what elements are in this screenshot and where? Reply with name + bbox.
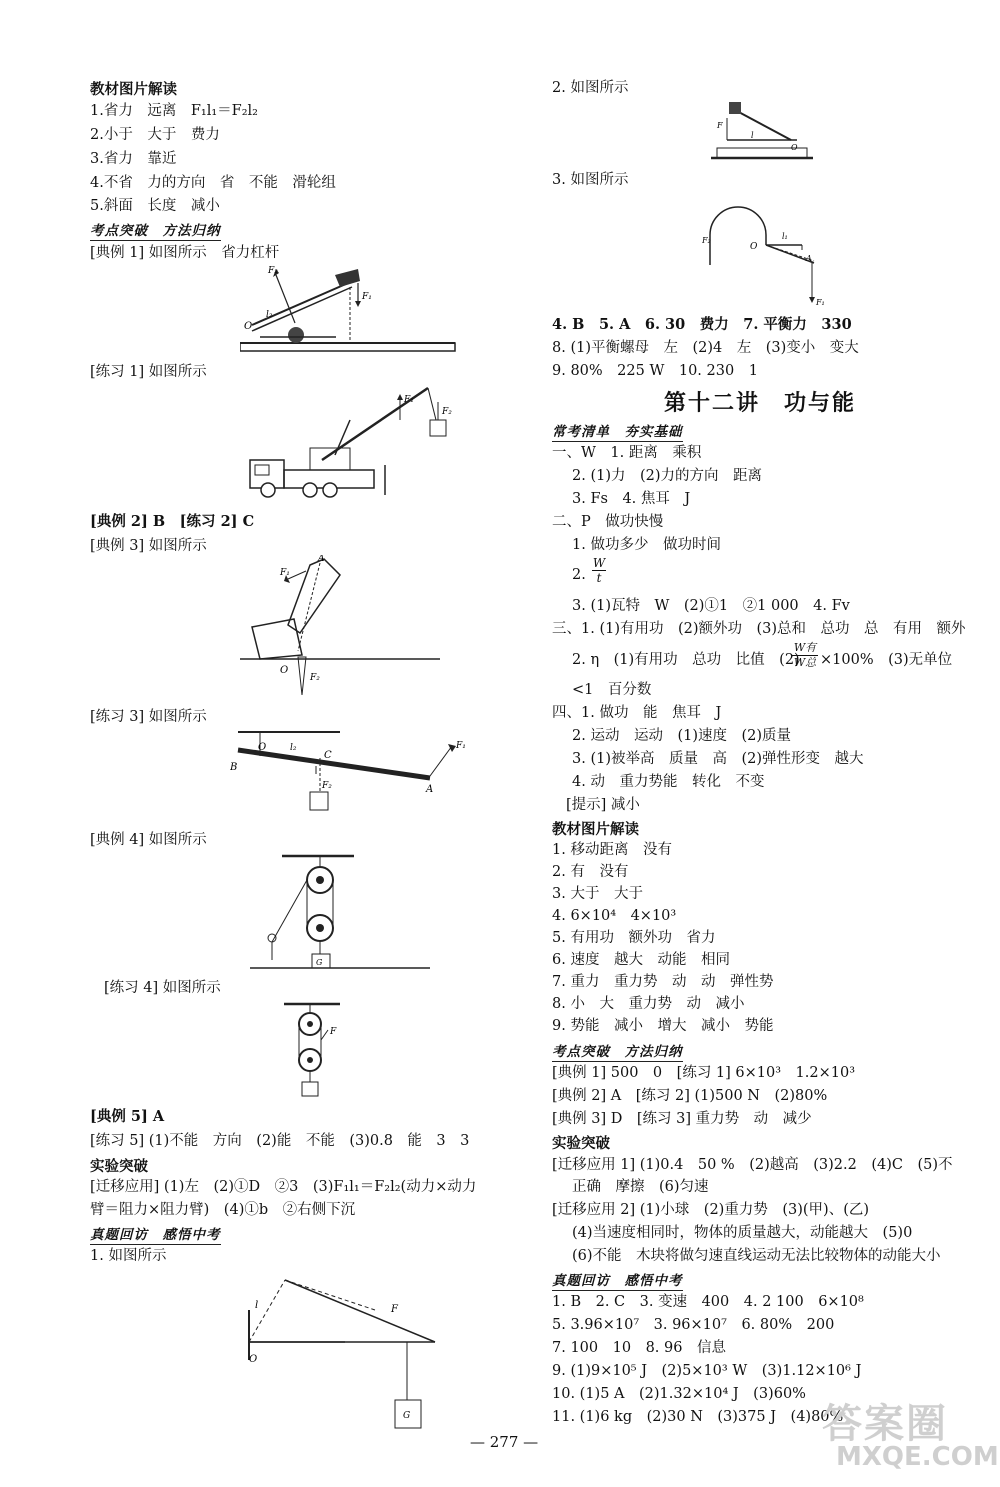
answer-line: 9. 势能 减小 增大 减小 势能 (552, 1018, 774, 1034)
page-number: — 277 — (470, 1433, 539, 1451)
answer-line: (6)不能 木块将做匀速直线运动无法比较物体的动能大小 (572, 1248, 941, 1264)
answer-line: 10. (1)5 A (2)1.32×10⁴ J (3)60% (552, 1386, 806, 1402)
answer-line: 5. 有用功 额外功 省力 (552, 930, 716, 946)
answer-line: 正确 摩擦 (6)匀速 (572, 1179, 709, 1195)
label-l2: l₂ (290, 743, 297, 753)
label-F1: F₁ (816, 298, 825, 307)
formula-power: W t (592, 556, 606, 585)
label-A: A (318, 555, 325, 564)
label-F2: F₂ (268, 266, 278, 276)
label-O: O (249, 1354, 258, 1365)
label-G: G (316, 958, 323, 967)
answer-line: ×100% (3)无单位 (820, 652, 953, 668)
answer-line: [练习 4] 如图所示 (104, 980, 221, 996)
answer-line: 4. 6×10⁴ 4×10³ (552, 908, 677, 924)
label-O: O (280, 665, 289, 676)
answer-line: 四、1. 做功 能 焦耳 J (552, 705, 722, 721)
arch-lever-figure (702, 195, 852, 310)
crane-truck-figure (240, 380, 470, 505)
lever-cart-figure (240, 265, 460, 355)
answer-line: 3. (1)被举高 质量 高 (2)弹性形变 越大 (572, 751, 864, 767)
answer-line: 4. B 5. A 6. 30 费力 7. 平衡力 330 (552, 316, 852, 333)
answer-line: [提示] 减小 (566, 797, 640, 813)
label-C: C (324, 750, 332, 761)
section-title: 教材图片解读 (90, 81, 177, 98)
answer-line: 1. 做功多少 做功时间 (572, 537, 721, 553)
answer-line: 3.省力 靠近 (90, 151, 177, 167)
answer-line: 4.不省 力的方向 省 不能 滑轮组 (90, 175, 336, 191)
answer-line: 3. (1)瓦特 W (2)①1 ②1 000 4. Fv (572, 598, 850, 614)
answer-line: 5.斜面 长度 减小 (90, 198, 220, 214)
answer-line: (4)当速度相同时，物体的质量越大，动能越大 (5)0 (572, 1225, 913, 1241)
answer-line: 二、P 做功快慢 (552, 514, 664, 530)
section-title: 真题回访 感悟中考 (552, 1269, 683, 1291)
answer-line: [典例 4] 如图所示 (90, 832, 207, 848)
answer-line: 5. 3.96×10⁷ 3. 96×10⁷ 6. 80% 200 (552, 1317, 835, 1333)
answer-line: [典例 1] 如图所示 省力杠杆 (90, 245, 280, 261)
formula-efficiency: W有 W总 (793, 641, 817, 669)
answer-line: [迁移应用] (1)左 (2)①D ②3 (3)F₁l₁＝F₂l₂(动力×动力 (90, 1179, 477, 1195)
answer-line: [练习 3] 如图所示 (90, 709, 207, 725)
answer-line: 4. 动 重力势能 转化 不变 (572, 774, 765, 790)
answer-line: 三、1. (1)有用功 (2)额外功 (3)总和 总功 总 有用 额外 (552, 621, 966, 637)
section-title: 常考清单 夯实基础 (552, 420, 683, 442)
section-title: 实验突破 (552, 1135, 610, 1152)
label-O: O (258, 742, 267, 753)
answer-line: [典例 1] 500 0 [练习 1] 6×10³ 1.2×10³ (552, 1065, 856, 1081)
incline-lever-figure (707, 100, 817, 165)
section-title: 考点突破 方法归纳 (552, 1040, 683, 1062)
answer-line: 3. 大于 大于 (552, 886, 643, 902)
answer-line: 2. (572, 567, 586, 583)
answer-line: 2.小于 大于 费力 (90, 127, 220, 143)
answer-line: 11. (1)6 kg (2)30 N (3)375 J (4)80% (552, 1409, 844, 1425)
pulley-system-figure (280, 1000, 360, 1100)
label-l: l (751, 131, 754, 140)
answer-line: [典例 3] 如图所示 (90, 538, 207, 554)
label-F2: F₂ (322, 781, 332, 791)
answer-line: 3. 如图所示 (552, 172, 629, 188)
label-F1: F₁ (362, 292, 372, 302)
answer-line: [典例 5] A (90, 1108, 165, 1125)
label-B: B (230, 762, 238, 773)
answer-line: 8. (1)平衡螺母 左 (2)4 左 (3)变小 变大 (552, 340, 859, 356)
answer-line: 1. 如图所示 (90, 1248, 167, 1264)
answer-line: 臂＝阻力×阻力臂) (4)①b ②右侧下沉 (90, 1202, 356, 1218)
answer-line: 3. Fs 4. 焦耳 J (572, 491, 691, 507)
answer-line: 7. 重力 重力势 动 动 弹性势 (552, 974, 774, 990)
answer-line: 2. (1)力 (2)力的方向 距离 (572, 468, 763, 484)
label-F1: F₁ (404, 395, 414, 405)
answer-line: 9. (1)9×10⁵ J (2)5×10³ W (3)1.12×10⁶ J (552, 1363, 862, 1379)
answer-line: 1. B 2. C 3. 变速 400 4. 2 100 6×10⁸ (552, 1294, 864, 1310)
answer-line: 2. 运动 运动 (1)速度 (2)质量 (572, 728, 792, 744)
answer-line: 1. 移动距离 没有 (552, 842, 672, 858)
answer-line: [迁移应用 2] (1)小球 (2)重力势 (3)(甲)、(乙) (552, 1202, 870, 1218)
label-G: G (403, 1411, 411, 1421)
label-l1: l₁ (782, 232, 788, 241)
section-title: 教材图片解读 (552, 821, 639, 838)
answer-line: [典例 2] B [练习 2] C (90, 513, 255, 530)
answer-line: 9. 80% 225 W 10. 230 1 (552, 363, 758, 379)
section-title: 真题回访 感悟中考 (90, 1223, 221, 1245)
answer-line: [典例 2] A [练习 2] (1)500 N (2)80% (552, 1088, 828, 1104)
label-F2: F₂ (442, 407, 452, 417)
label-A: A (806, 254, 812, 263)
label-F2: F₂ (702, 236, 711, 245)
watermark-url: MXQE.COM (836, 1442, 999, 1472)
answer-line: [练习 1] 如图所示 (90, 364, 207, 380)
section-title: 实验突破 (90, 1158, 148, 1175)
label-O: O (244, 321, 253, 332)
label-F: F (717, 121, 723, 130)
answer-line: [迁移应用 1] (1)0.4 50 % (2)越高 (3)2.2 (4)C (5)不 (552, 1157, 953, 1173)
answer-line: 一、W 1. 距离 乘积 (552, 445, 702, 461)
answer-line: 2. 如图所示 (552, 80, 629, 96)
rod-pivot-figure (230, 728, 470, 828)
label-F: F (391, 1304, 398, 1315)
label-F: F (330, 1027, 337, 1037)
answer-line: [练习 5] (1)不能 方向 (2)能 不能 (3)0.8 能 3 3 (90, 1133, 470, 1149)
answer-line: 8. 小 大 重力势 动 减小 (552, 996, 745, 1012)
answer-line: 7. 100 10 8. 96 信息 (552, 1340, 726, 1356)
hammer-figure (240, 555, 440, 700)
answer-line: <1 百分数 (572, 682, 652, 698)
label-O: O (791, 143, 798, 152)
watermark-logo: 答案圈 (822, 1401, 948, 1447)
label-A: A (426, 784, 434, 795)
answer-line: 2. 有 没有 (552, 864, 629, 880)
answer-line: 6. 速度 越大 动能 相同 (552, 952, 730, 968)
label-l: l (255, 1300, 259, 1311)
label-O: O (750, 242, 758, 252)
label-l2: l₂ (266, 310, 273, 320)
bent-lever-figure (235, 1270, 465, 1460)
label-F1: F₁ (456, 741, 466, 751)
lecture-title: 第十二讲 功与能 (664, 391, 857, 416)
answer-line: 2. η (1)有用功 总功 比值 (2) (572, 652, 800, 668)
section-title: 考点突破 方法归纳 (90, 219, 221, 241)
pulley-system-figure (250, 850, 430, 975)
label-F1: F₁ (280, 568, 290, 578)
label-F2: F₂ (310, 673, 320, 683)
answer-line: [典例 3] D [练习 3] 重力势 动 减少 (552, 1111, 812, 1127)
answer-line: 1.省力 远离 F₁l₁＝F₂l₂ (90, 103, 258, 119)
